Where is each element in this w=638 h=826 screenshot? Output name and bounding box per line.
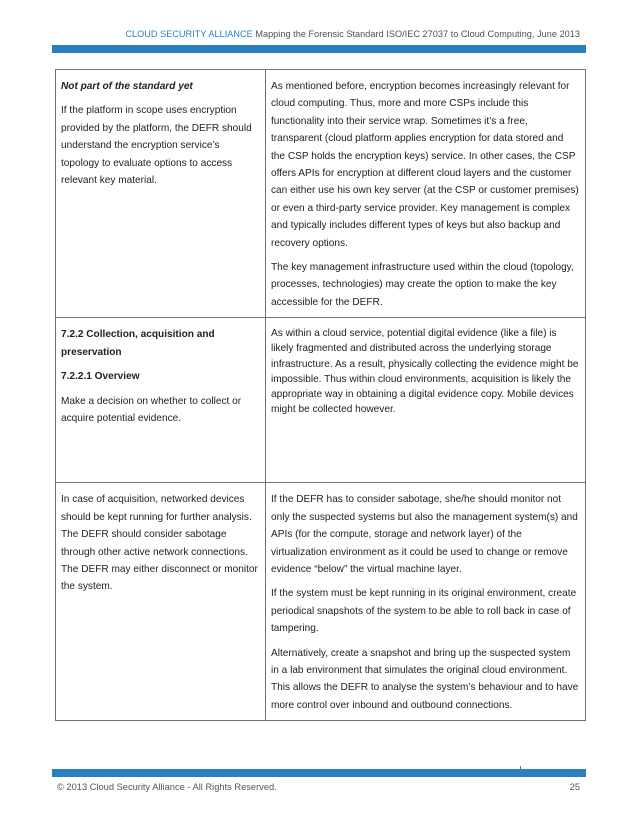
cell-paragraph: If the system must be kept running in its original environment, create periodical snapshots of the system to be able to roll back in case of tampering. xyxy=(271,588,577,635)
table-row xyxy=(56,483,586,721)
footer-copyright: © 2013 Cloud Security Alliance - All Rights Reserved. xyxy=(57,782,277,792)
cell-paragraph: The key management infrastructure used within the cloud (topology, processes, technologies) may create the option to make the key accessible for the DEFR. xyxy=(271,262,574,308)
cell-paragraph: As within a cloud service, potential digital evidence (like a file) is likely fragmented and distributed across the underlying storage infrastructure. As a result, physically collecting the evidence might be impossible. Thus within cloud environments, acquisition is likely the appropriate way in obtaining a digital evidence copy. Mobile devices might be collected however. xyxy=(271,328,579,416)
cloud-cell xyxy=(266,483,586,721)
cell-paragraph: Make a decision on whether to collect or acquire potential evidence. xyxy=(61,395,242,424)
cell-paragraph: Alternatively, create a snapshot and bring up the suspected system in a lab environment that simulates the original cloud environment. This allows the DEFR to analyse the system’s behaviour and to have more control over inbound and outbound connections. xyxy=(271,647,579,711)
section-heading: 7.2.2 Collection, acquisition and preservation xyxy=(61,329,215,358)
header-rule xyxy=(52,45,586,53)
cell-paragraph: If the DEFR has to consider sabotage, she/he should monitor not only the suspected systems but also the management system(s) and APIs (for the compute, storage and network layer) of the virtualization environment as it could be used to change or remove evidence “below” the virtual machine layer. xyxy=(271,494,578,575)
header-org: CLOUD SECURITY ALLIANCE xyxy=(125,29,253,39)
page-header xyxy=(0,29,580,39)
cell-heading: Not part of the standard yet xyxy=(61,81,193,92)
cloud-cell xyxy=(266,70,586,318)
page-number: 25 xyxy=(569,782,580,792)
table-row xyxy=(56,70,586,318)
cell-paragraph: In case of acquisition, networked devices should be kept running for further analysis. The DEFR should consider sabotage through other active network connections. The DEFR may either disconnect or monitor the system. xyxy=(61,494,258,593)
standard-cell xyxy=(56,318,266,483)
cloud-cell xyxy=(266,318,586,483)
footer-rule xyxy=(52,769,586,777)
cell-paragraph: If the platform in scope uses encryption provided by the platform, the DEFR should understand the encryption service’s topology to evaluate options to access relevant key material. xyxy=(61,105,252,187)
standard-cell xyxy=(56,70,266,318)
header-title: Mapping the Forensic Standard ISO/IEC 27037 to Cloud Computing, June 2013 xyxy=(255,29,580,39)
mapping-table xyxy=(55,69,586,721)
subsection-heading: 7.2.2.1 Overview xyxy=(61,371,140,383)
table-row xyxy=(56,318,586,483)
cell-paragraph: As mentioned before, encryption becomes increasingly relevant for cloud computing. Thus, more and more CSPs include this functionality into their service wrap. Sometimes it’s a free, transparent (cloud platform applies encryption for data stored and the CSP holds the encryption keys) service. In other cases, the CSP offers APIs for encryption at different cloud layers and the customer can either use his own key server (at the CSP or customer premises) or even a third-party service provider. Key management is complex and typically includes different types of keys but also backup and recovery options. xyxy=(271,81,579,249)
standard-cell xyxy=(56,483,266,721)
